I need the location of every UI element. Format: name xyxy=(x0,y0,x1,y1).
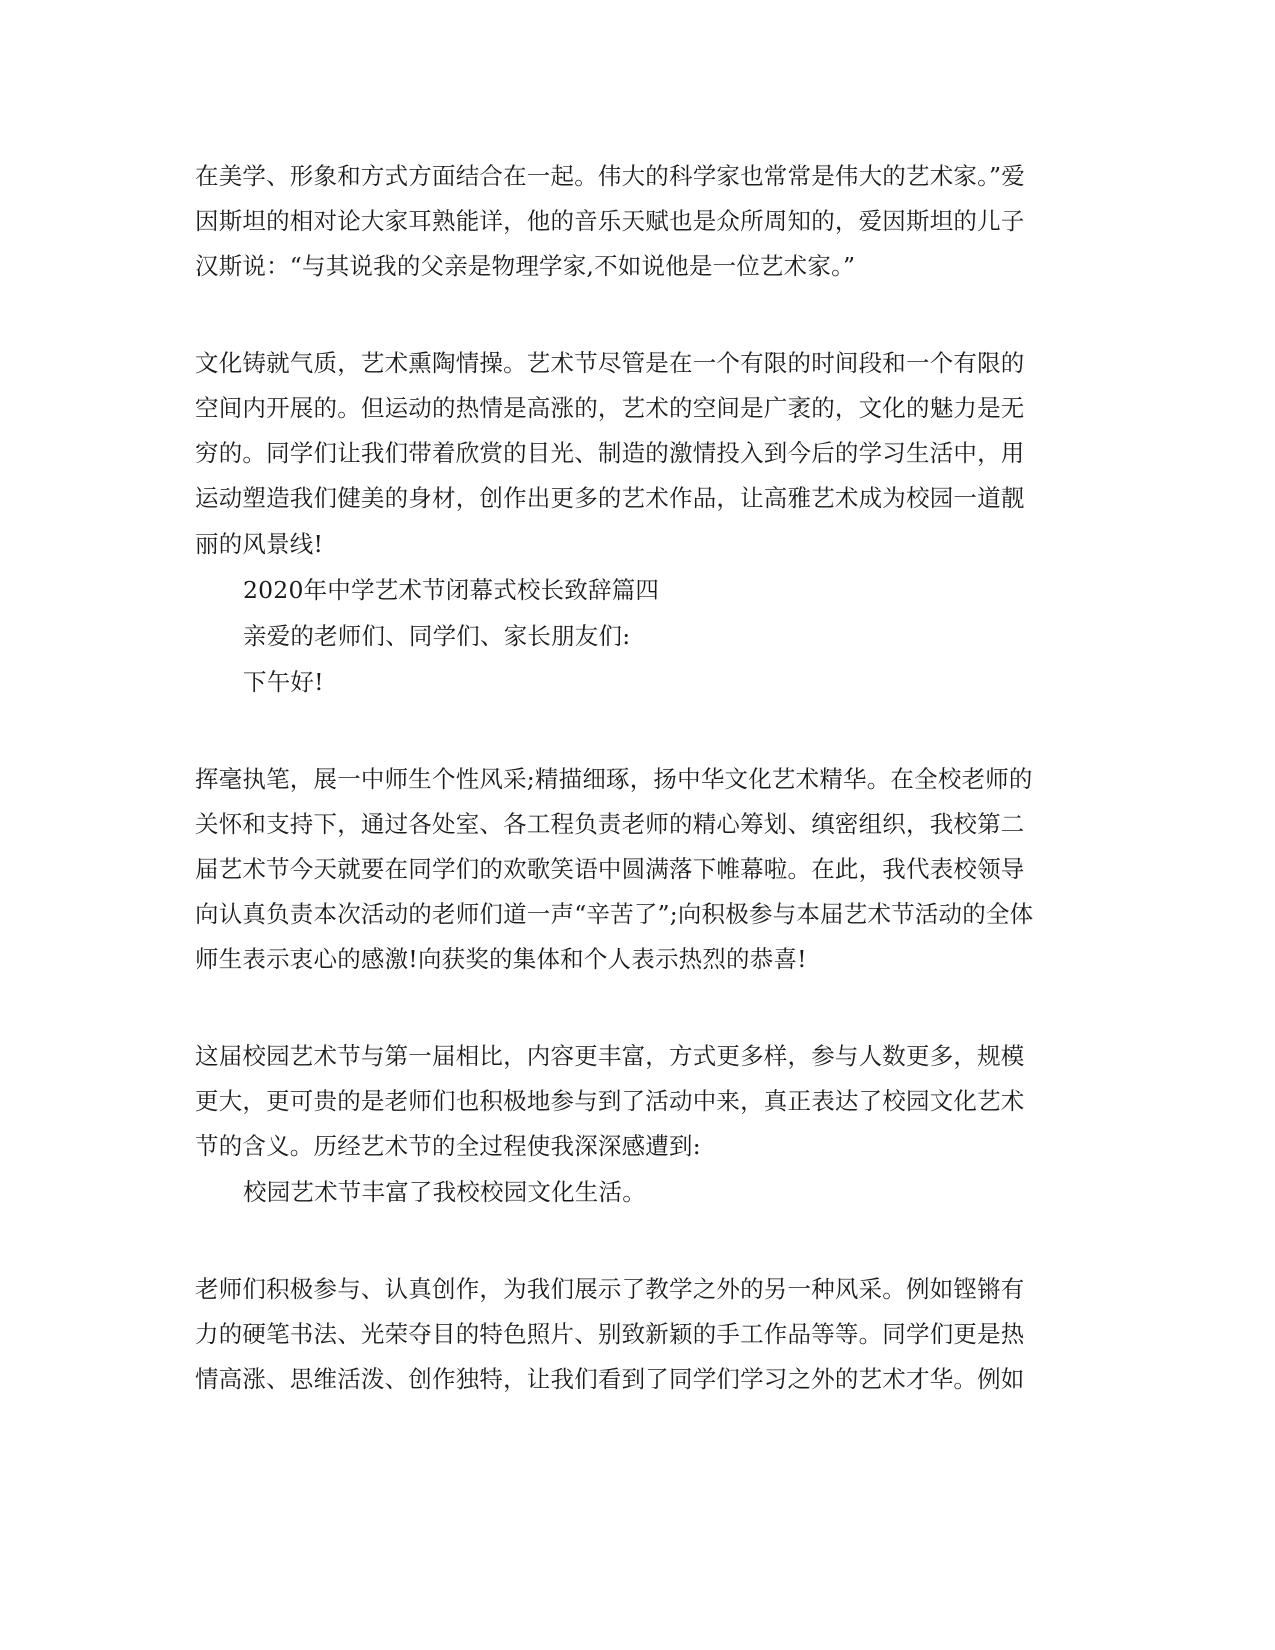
paragraph-line: 师生表示衷心的感激!向获奖的集体和个人表示热烈的恭喜! xyxy=(195,945,807,973)
paragraph-line: 届艺术节今天就要在同学们的欢歌笑语中圆满落下帷幕啦。在此，我代表校领导 xyxy=(195,855,1025,883)
paragraph-line: 因斯坦的相对论大家耳熟能详，他的音乐天赋也是众所周知的，爱因斯坦的儿子 xyxy=(195,207,1025,235)
paragraph-line: 关怀和支持下，通过各处室、各工程负责老师的精心筹划、缜密组织，我校第二 xyxy=(195,810,1025,838)
paragraph-line: 挥毫执笔，展一中师生个性风采;精描细琢，扬中华文化艺术精华。在全校老师的 xyxy=(195,765,1033,793)
point-heading: 校园艺术节丰富了我校校园文化生活。 xyxy=(243,1178,646,1206)
section-title: 2020年中学艺术节闭幕式校长致辞篇四 xyxy=(243,576,660,604)
paragraph-line: 更大，更可贵的是老师们也积极地参与到了活动中来，真正表达了校园文化艺术 xyxy=(195,1087,1025,1115)
paragraph-line: 在美学、形象和方式方面结合在一起。伟大的科学家也常常是伟大的艺术家。”爱 xyxy=(195,162,1025,190)
paragraph-line: 老师们积极参与、认真创作，为我们展示了教学之外的另一种风采。例如铿锵有 xyxy=(195,1275,1025,1303)
salutation: 亲爱的老师们、同学们、家长朋友们: xyxy=(243,622,631,650)
paragraph-line: 丽的风景线! xyxy=(195,530,324,558)
paragraph-line: 文化铸就气质，艺术熏陶情操。艺术节尽管是在一个有限的时间段和一个有限的 xyxy=(195,349,1025,377)
paragraph-line: 空间内开展的。但运动的热情是高涨的，艺术的空间是广袤的，文化的魅力是无 xyxy=(195,394,1025,422)
paragraph-line: 向认真负责本次活动的老师们道一声“辛苦了”;向积极参与本届艺术节活动的全体 xyxy=(195,900,1034,928)
paragraph-line: 力的硬笔书法、光荣夺目的特色照片、别致新颖的手工作品等等。同学们更是热 xyxy=(195,1320,1025,1348)
paragraph-line: 运动塑造我们健美的身材，创作出更多的艺术作品，让高雅艺术成为校园一道靓 xyxy=(195,484,1025,512)
paragraph-line: 穷的。同学们让我们带着欣赏的目光、制造的激情投入到今后的学习生活中，用 xyxy=(195,439,1025,467)
greeting: 下午好! xyxy=(243,668,324,696)
paragraph-line: 情高涨、思维活泼、创作独特，让我们看到了同学们学习之外的艺术才华。例如 xyxy=(195,1365,1025,1393)
paragraph-line: 汉斯说：“与其说我的父亲是物理学家,不如说他是一位艺术家。” xyxy=(195,252,856,280)
paragraph-line: 节的含义。历经艺术节的全过程使我深深感遭到: xyxy=(195,1132,701,1160)
paragraph-line: 这届校园艺术节与第一届相比，内容更丰富，方式更多样，参与人数更多，规模 xyxy=(195,1042,1025,1070)
